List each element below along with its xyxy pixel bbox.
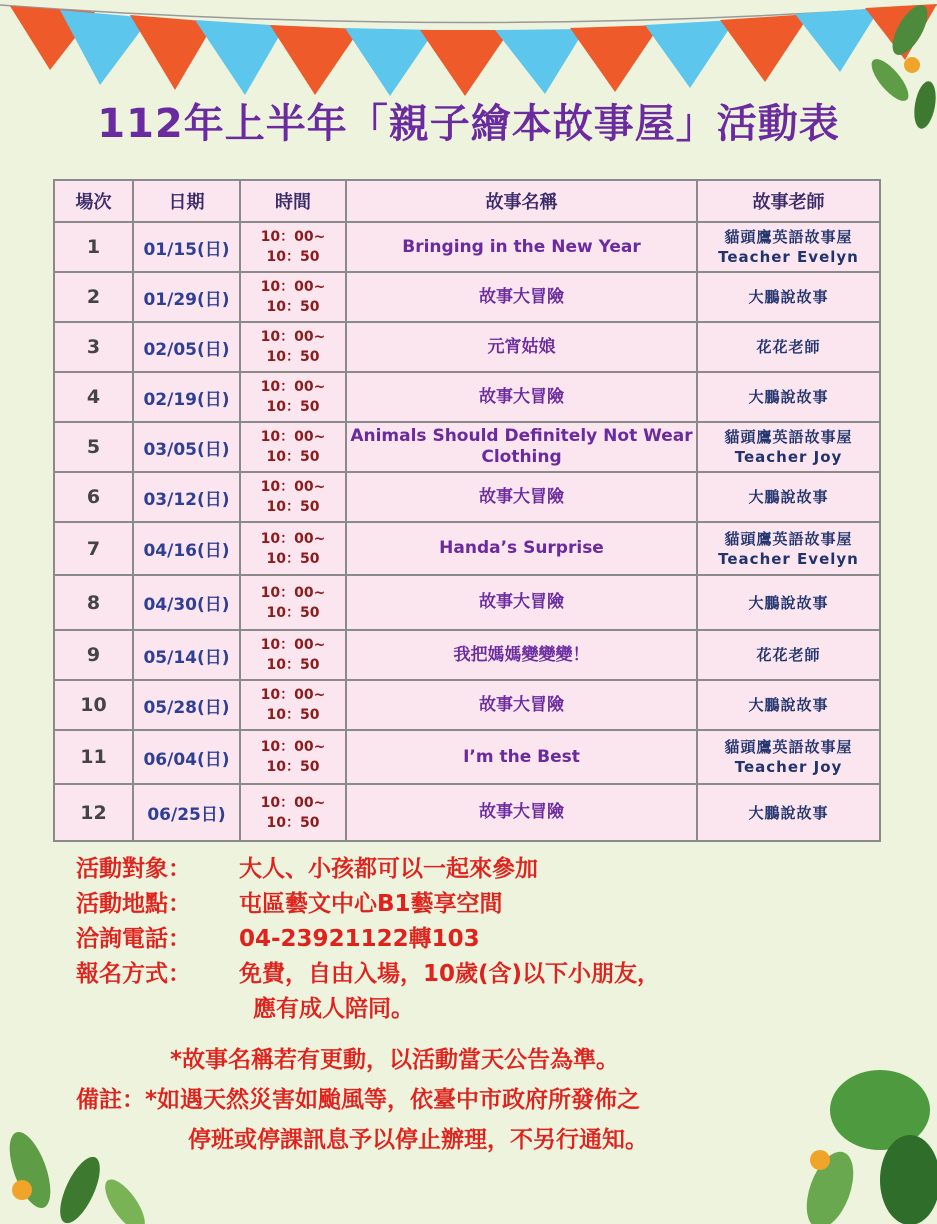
date-cell xyxy=(133,222,240,272)
session-number: 8 xyxy=(86,591,101,614)
story-title: Animals Should Definitely Not Wear Clothing xyxy=(350,426,693,467)
story-cell xyxy=(346,680,697,730)
teacher-cell xyxy=(697,322,880,372)
info-row-continuation xyxy=(76,992,660,1027)
table-row xyxy=(54,630,880,680)
table-row xyxy=(54,272,880,322)
time-end: 10：50 xyxy=(266,759,320,775)
time-cell xyxy=(240,680,346,730)
time-end: 10：50 xyxy=(266,299,320,315)
time-start: 10：00~ xyxy=(260,379,326,395)
teacher-cell xyxy=(697,222,880,272)
time-end: 10：50 xyxy=(266,399,320,415)
date-text: 04/16(日) xyxy=(143,541,230,561)
table-row xyxy=(54,784,880,841)
teacher-name: 貓頭鷹英語故事屋 xyxy=(724,228,853,246)
date-text: 02/05(日) xyxy=(143,339,230,360)
date-text: 01/29(日) xyxy=(143,289,230,310)
teacher-cell xyxy=(697,472,880,522)
session-cell xyxy=(54,575,133,630)
story-cell xyxy=(346,630,697,680)
table-row xyxy=(54,575,880,630)
table-row xyxy=(54,522,880,575)
session-number: 11 xyxy=(80,746,107,768)
note-line-3: 停班或停課訊息予以停止辦理，不另行通知。 xyxy=(188,1127,648,1153)
date-text: 05/28(日) xyxy=(143,697,230,718)
teacher-cell xyxy=(697,522,880,575)
story-cell xyxy=(346,784,697,841)
time-cell xyxy=(240,422,346,472)
story-title: Handa’s Surprise xyxy=(439,538,604,558)
story-cell xyxy=(346,522,697,575)
session-number: 3 xyxy=(86,336,101,358)
time-cell xyxy=(240,222,346,272)
story-title: Bringing in the New Year xyxy=(402,236,641,257)
session-number: 4 xyxy=(86,386,101,408)
teacher-cell xyxy=(697,575,880,630)
teacher-name: 大鵬說故事 xyxy=(748,593,829,612)
info-label: 活動對象： xyxy=(76,856,191,882)
time-end: 10：50 xyxy=(266,550,320,567)
info-value: 04-23921122轉103 xyxy=(239,926,480,952)
date-text: 01/15(日) xyxy=(143,239,230,260)
time-start: 10：00~ xyxy=(260,794,326,811)
teacher-cell xyxy=(697,372,880,422)
story-title: 元宵姑娘 xyxy=(487,336,556,357)
notes-label: 備註： xyxy=(76,1087,145,1113)
table-row xyxy=(54,472,880,522)
time-start: 10：00~ xyxy=(260,479,326,495)
teacher-name: 大鵬說故事 xyxy=(748,288,829,306)
note-line-2 xyxy=(76,1080,648,1120)
teacher-subname: Teacher Joy xyxy=(734,448,843,466)
time-cell xyxy=(240,630,346,680)
story-cell xyxy=(346,322,697,372)
time-cell xyxy=(240,522,346,575)
teacher-name: 大鵬說故事 xyxy=(748,488,829,506)
time-cell xyxy=(240,784,346,841)
time-start: 10：00~ xyxy=(260,584,326,601)
teacher-subname: Teacher Evelyn xyxy=(718,248,859,266)
date-cell xyxy=(133,630,240,680)
story-cell xyxy=(346,472,697,522)
session-number: 1 xyxy=(86,236,101,258)
info-value: 屯區藝文中心B1藝享空間 xyxy=(239,891,503,917)
table-row xyxy=(54,422,880,472)
teacher-cell xyxy=(697,680,880,730)
date-cell xyxy=(133,522,240,575)
date-cell xyxy=(133,575,240,630)
header-story: 故事名稱 xyxy=(346,180,697,222)
date-text: 02/19(日) xyxy=(143,389,230,410)
header-time: 時間 xyxy=(240,180,346,222)
table-row xyxy=(54,322,880,372)
info-value: 免費，自由入場，10歲(含)以下小朋友， xyxy=(239,961,661,987)
notes-section xyxy=(76,1040,648,1160)
session-number: 10 xyxy=(80,694,107,716)
date-cell xyxy=(133,680,240,730)
date-text: 04/30(日) xyxy=(143,595,230,615)
session-cell xyxy=(54,422,133,472)
session-number: 9 xyxy=(86,644,101,666)
teacher-cell xyxy=(697,272,880,322)
story-title: 故事大冒險 xyxy=(479,802,564,822)
teacher-name: 大鵬說故事 xyxy=(748,803,829,822)
teacher-cell xyxy=(697,730,880,784)
story-cell xyxy=(346,575,697,630)
story-cell xyxy=(346,272,697,322)
time-end: 10：50 xyxy=(266,814,320,831)
header-date: 日期 xyxy=(133,180,240,222)
table-row xyxy=(54,372,880,422)
time-start: 10：00~ xyxy=(260,739,326,755)
teacher-name: 貓頭鷹英語故事屋 xyxy=(724,738,853,756)
header-teacher: 故事老師 xyxy=(697,180,880,222)
teacher-subname: Teacher Joy xyxy=(734,758,843,776)
time-end: 10：50 xyxy=(266,449,320,465)
teacher-name: 花花老師 xyxy=(756,338,821,356)
session-cell xyxy=(54,472,133,522)
teacher-cell xyxy=(697,422,880,472)
time-start: 10：00~ xyxy=(260,329,326,345)
date-text: 03/12(日) xyxy=(143,489,230,510)
session-cell xyxy=(54,322,133,372)
story-title: 故事大冒險 xyxy=(479,486,564,507)
table-row xyxy=(54,730,880,784)
session-cell xyxy=(54,730,133,784)
session-number: 6 xyxy=(86,486,101,508)
teacher-name: 花花老師 xyxy=(756,646,821,664)
time-start: 10：00~ xyxy=(260,429,326,445)
date-cell xyxy=(133,472,240,522)
time-cell xyxy=(240,372,346,422)
leaf-decoration-bottom-right xyxy=(760,1050,937,1224)
teacher-subname: Teacher Evelyn xyxy=(718,549,859,568)
session-cell xyxy=(54,680,133,730)
time-start: 10：00~ xyxy=(260,530,326,547)
date-cell xyxy=(133,784,240,841)
time-end: 10：50 xyxy=(266,707,320,723)
info-label: 活動地點： xyxy=(76,891,191,917)
table-row xyxy=(54,680,880,730)
teacher-cell xyxy=(697,784,880,841)
table-row xyxy=(54,222,880,272)
teacher-name: 大鵬說故事 xyxy=(748,388,829,406)
date-cell xyxy=(133,322,240,372)
session-cell xyxy=(54,522,133,575)
info-row-phone xyxy=(76,922,660,957)
info-row-location xyxy=(76,887,660,922)
session-cell xyxy=(54,630,133,680)
session-number: 7 xyxy=(86,537,101,560)
time-start: 10：00~ xyxy=(260,637,326,653)
teacher-cell xyxy=(697,630,880,680)
story-title: 故事大冒險 xyxy=(479,386,564,407)
story-title: 故事大冒險 xyxy=(479,592,564,612)
story-cell xyxy=(346,222,697,272)
teacher-name: 貓頭鷹英語故事屋 xyxy=(724,529,853,548)
info-label: 報名方式： xyxy=(76,961,191,987)
time-start: 10：00~ xyxy=(260,687,326,703)
note-line-1: *故事名稱若有更動，以活動當天公告為準。 xyxy=(170,1047,620,1073)
time-end: 10：50 xyxy=(266,249,320,265)
story-title: 故事大冒險 xyxy=(479,286,564,307)
time-start: 10：00~ xyxy=(260,279,326,295)
teacher-name: 大鵬說故事 xyxy=(748,696,829,714)
story-cell xyxy=(346,730,697,784)
info-row-registration xyxy=(76,957,660,992)
story-cell xyxy=(346,372,697,422)
date-text: 06/25日) xyxy=(147,805,226,825)
info-value-continuation: 應有成人陪同。 xyxy=(253,996,414,1022)
time-start: 10：00~ xyxy=(260,229,326,245)
info-row-audience xyxy=(76,852,660,887)
table-header-row xyxy=(54,180,880,222)
date-cell xyxy=(133,372,240,422)
info-label: 洽詢電話： xyxy=(76,926,191,952)
time-cell xyxy=(240,730,346,784)
date-text: 03/05(日) xyxy=(143,439,230,460)
date-text: 05/14(日) xyxy=(143,647,230,668)
time-end: 10：50 xyxy=(266,604,320,621)
session-number: 12 xyxy=(80,801,107,824)
time-end: 10：50 xyxy=(266,349,320,365)
session-cell xyxy=(54,272,133,322)
session-number: 2 xyxy=(86,286,101,308)
story-title: 我把媽媽變變變！ xyxy=(453,644,590,665)
story-title: 故事大冒險 xyxy=(479,694,564,715)
schedule-table xyxy=(53,179,881,842)
time-end: 10：50 xyxy=(266,657,320,673)
time-cell xyxy=(240,575,346,630)
header-session: 場次 xyxy=(54,180,133,222)
story-cell xyxy=(346,422,697,472)
page-title: 112年上半年「親子繪本故事屋」活動表 xyxy=(97,101,840,147)
date-cell xyxy=(133,422,240,472)
session-cell xyxy=(54,372,133,422)
time-cell xyxy=(240,272,346,322)
date-cell xyxy=(133,272,240,322)
time-end: 10：50 xyxy=(266,499,320,515)
session-number: 5 xyxy=(86,436,101,458)
session-cell xyxy=(54,222,133,272)
session-cell xyxy=(54,784,133,841)
story-title: I’m the Best xyxy=(463,746,580,767)
date-text: 06/04(日) xyxy=(143,749,230,770)
time-cell xyxy=(240,472,346,522)
info-value: 大人、小孩都可以一起來參加 xyxy=(239,856,538,882)
teacher-name: 貓頭鷹英語故事屋 xyxy=(724,428,853,446)
time-cell xyxy=(240,322,346,372)
date-cell xyxy=(133,730,240,784)
note-line-2-text: *如遇天然災害如颱風等，依臺中市政府所發佈之 xyxy=(145,1087,641,1113)
event-info xyxy=(76,852,660,1027)
